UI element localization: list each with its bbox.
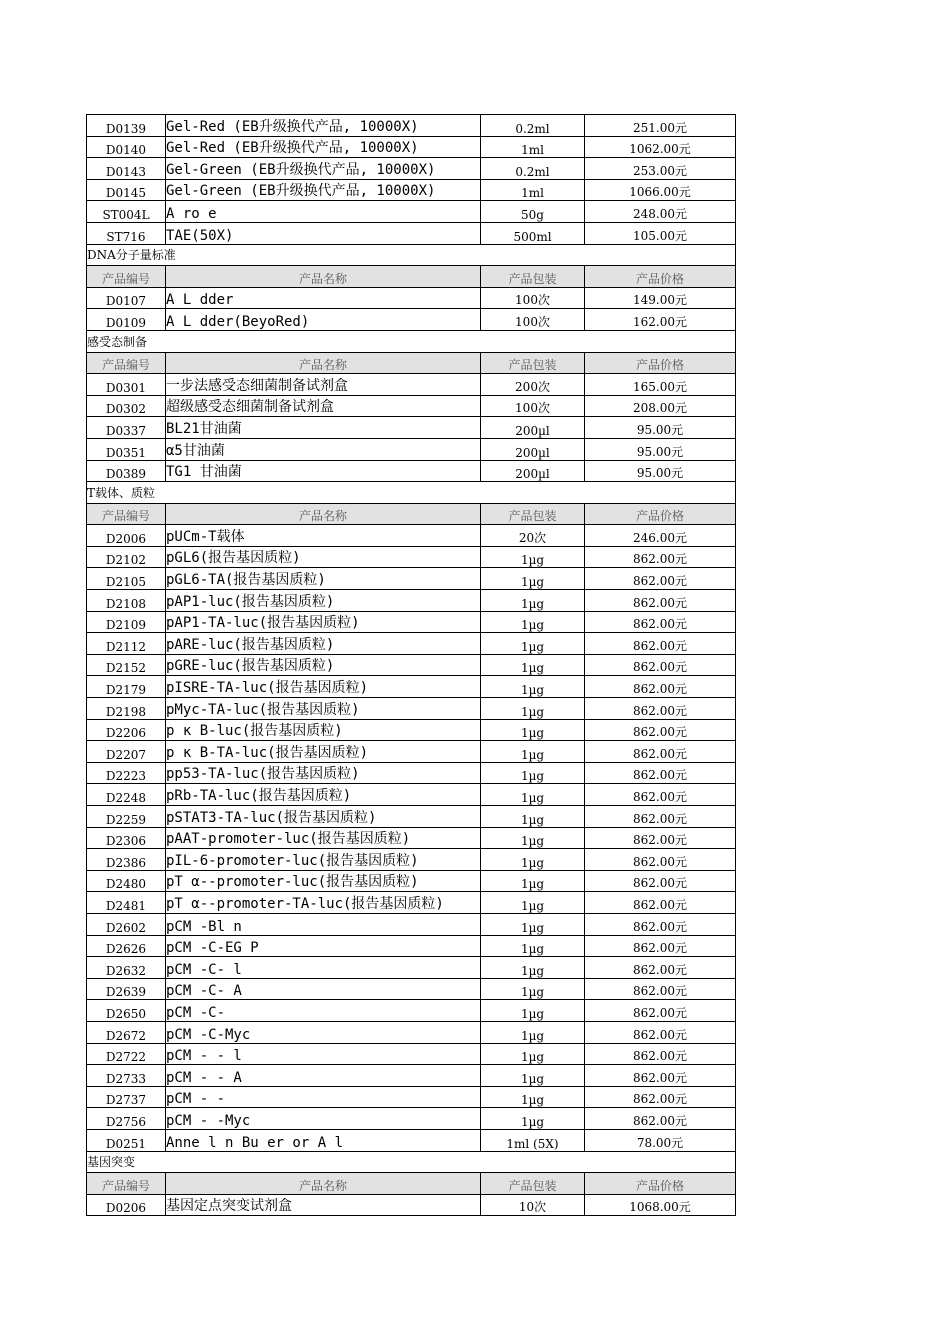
product-price-cell: 862.00元 — [585, 611, 736, 633]
product-code-cell: D0143 — [87, 158, 166, 180]
product-pack-cell: 0.2ml — [481, 158, 585, 180]
table-row — [87, 222, 736, 244]
product-price-cell: 862.00元 — [585, 1043, 736, 1065]
product-price-cell: 862.00元 — [585, 762, 736, 784]
table-row — [87, 1043, 736, 1065]
product-code-cell: D2756 — [87, 1108, 166, 1130]
section-row — [87, 1151, 736, 1173]
product-pack-cell: 1µg — [481, 849, 585, 871]
product-pack-cell: 1µg — [481, 590, 585, 612]
product-price-cell: 862.00元 — [585, 741, 736, 763]
product-price-cell: 862.00元 — [585, 978, 736, 1000]
product-name-cell: 基因定点突变试剂盒 — [166, 1194, 481, 1216]
product-price-cell: 862.00元 — [585, 633, 736, 655]
table-row — [87, 287, 736, 309]
product-code-cell: D2259 — [87, 806, 166, 828]
table-row — [87, 654, 736, 676]
product-name-cell: pp53-TA-luc(报告基因质粒) — [166, 762, 481, 784]
product-pack-cell: 1µg — [481, 741, 585, 763]
product-pack-cell: 1µg — [481, 827, 585, 849]
product-code-cell: D2386 — [87, 849, 166, 871]
product-price-cell: 95.00元 — [585, 417, 736, 439]
product-pack-cell: 1µg — [481, 870, 585, 892]
product-pack-cell: 1µg — [481, 568, 585, 590]
product-price-cell: 162.00元 — [585, 309, 736, 331]
section-row — [87, 482, 736, 504]
header-product-name: 产品名称 — [166, 266, 481, 288]
header-product-code: 产品编号 — [87, 1173, 166, 1195]
table-row — [87, 849, 736, 871]
section-row — [87, 244, 736, 266]
product-price-cell: 862.00元 — [585, 546, 736, 568]
table-row — [87, 525, 736, 547]
table-row — [87, 1065, 736, 1087]
product-code-cell: D0206 — [87, 1194, 166, 1216]
section-row — [87, 330, 736, 352]
product-pack-cell: 1µg — [481, 784, 585, 806]
product-price-cell: 862.00元 — [585, 827, 736, 849]
product-name-cell: pRb-TA-luc(报告基因质粒) — [166, 784, 481, 806]
product-price-cell: 95.00元 — [585, 460, 736, 482]
product-price-cell: 862.00元 — [585, 913, 736, 935]
product-code-cell: D0140 — [87, 136, 166, 158]
table-row — [87, 1108, 736, 1130]
product-code-cell: D0139 — [87, 115, 166, 137]
table-row — [87, 1194, 736, 1216]
product-name-cell: 一步法感受态细菌制备试剂盒 — [166, 374, 481, 396]
product-code-cell: D0107 — [87, 287, 166, 309]
product-pack-cell: 500ml — [481, 222, 585, 244]
header-product-name: 产品名称 — [166, 503, 481, 525]
section-title: 基因突变 — [87, 1151, 736, 1173]
product-name-cell: pGRE-luc(报告基因质粒) — [166, 654, 481, 676]
product-code-cell: D2306 — [87, 827, 166, 849]
column-header-row — [87, 503, 736, 525]
product-code-cell: D2207 — [87, 741, 166, 763]
product-name-cell: Gel-Red (EB升级换代产品, 10000X) — [166, 136, 481, 158]
product-code-cell: ST004L — [87, 201, 166, 223]
table-row — [87, 158, 736, 180]
product-code-cell: D2152 — [87, 654, 166, 676]
product-name-cell: pGL6(报告基因质粒) — [166, 546, 481, 568]
product-name-cell: Gel-Green (EB升级换代产品, 10000X) — [166, 158, 481, 180]
product-pack-cell: 1µg — [481, 978, 585, 1000]
product-pack-cell: 1µg — [481, 913, 585, 935]
product-price-cell: 165.00元 — [585, 374, 736, 396]
table-row — [87, 870, 736, 892]
product-name-cell: pSTAT3-TA-luc(报告基因质粒) — [166, 806, 481, 828]
product-pack-cell: 1µg — [481, 676, 585, 698]
product-code-cell: D2109 — [87, 611, 166, 633]
product-code-cell: D2639 — [87, 978, 166, 1000]
product-name-cell: pCM - - l — [166, 1043, 481, 1065]
product-name-cell: pMyc-TA-luc(报告基因质粒) — [166, 698, 481, 720]
product-price-cell: 105.00元 — [585, 222, 736, 244]
product-name-cell: pAP1-TA-luc(报告基因质粒) — [166, 611, 481, 633]
table-row — [87, 892, 736, 914]
product-name-cell: A ro e — [166, 201, 481, 223]
product-price-cell: 862.00元 — [585, 1108, 736, 1130]
product-pack-cell: 1µg — [481, 1021, 585, 1043]
product-pack-cell: 1µg — [481, 633, 585, 655]
header-product-price: 产品价格 — [585, 503, 736, 525]
product-name-cell: pT α--promoter-TA-luc(报告基因质粒) — [166, 892, 481, 914]
product-name-cell: 超级感受态细菌制备试剂盒 — [166, 395, 481, 417]
product-pack-cell: 1ml (5X) — [481, 1129, 585, 1151]
column-header-row — [87, 266, 736, 288]
product-pack-cell: 1µg — [481, 935, 585, 957]
product-code-cell: D2112 — [87, 633, 166, 655]
product-name-cell: Gel-Green (EB升级换代产品, 10000X) — [166, 179, 481, 201]
table-row — [87, 676, 736, 698]
header-product-code: 产品编号 — [87, 266, 166, 288]
table-row — [87, 913, 736, 935]
header-product-name: 产品名称 — [166, 1173, 481, 1195]
product-code-cell: D2105 — [87, 568, 166, 590]
product-pack-cell: 1µg — [481, 1000, 585, 1022]
product-price-cell: 1068.00元 — [585, 1194, 736, 1216]
table-row — [87, 762, 736, 784]
table-row — [87, 438, 736, 460]
product-name-cell: pCM -C- l — [166, 957, 481, 979]
header-product-pack: 产品包装 — [481, 266, 585, 288]
product-code-cell: D2650 — [87, 1000, 166, 1022]
table-row — [87, 1086, 736, 1108]
table-row — [87, 1000, 736, 1022]
product-name-cell: pAAT-promoter-luc(报告基因质粒) — [166, 827, 481, 849]
product-price-cell: 862.00元 — [585, 1000, 736, 1022]
product-name-cell: p κ B-luc(报告基因质粒) — [166, 719, 481, 741]
product-pack-cell: 1µg — [481, 654, 585, 676]
product-name-cell: TG1 甘油菌 — [166, 460, 481, 482]
product-price-cell: 78.00元 — [585, 1129, 736, 1151]
product-price-cell: 862.00元 — [585, 1086, 736, 1108]
table-row — [87, 633, 736, 655]
product-code-cell: D2102 — [87, 546, 166, 568]
product-pack-cell: 1ml — [481, 179, 585, 201]
product-pack-cell: 1µg — [481, 546, 585, 568]
product-pack-cell: 1ml — [481, 136, 585, 158]
table-body — [87, 115, 736, 1216]
table-row — [87, 201, 736, 223]
table-row — [87, 611, 736, 633]
product-price-cell: 862.00元 — [585, 806, 736, 828]
product-code-cell: D0337 — [87, 417, 166, 439]
product-code-cell: D2179 — [87, 676, 166, 698]
product-name-cell: pCM - - — [166, 1086, 481, 1108]
table-row — [87, 957, 736, 979]
header-product-price: 产品价格 — [585, 266, 736, 288]
product-name-cell: α5甘油菌 — [166, 438, 481, 460]
product-price-cell: 208.00元 — [585, 395, 736, 417]
product-pack-cell: 200µl — [481, 417, 585, 439]
product-code-cell: D2626 — [87, 935, 166, 957]
table-row — [87, 568, 736, 590]
product-code-cell: D0109 — [87, 309, 166, 331]
product-price-cell: 1066.00元 — [585, 179, 736, 201]
product-code-cell: D2733 — [87, 1065, 166, 1087]
table-row — [87, 136, 736, 158]
product-price-cell: 862.00元 — [585, 892, 736, 914]
product-name-cell: pCM - - A — [166, 1065, 481, 1087]
product-name-cell: p κ B-TA-luc(报告基因质粒) — [166, 741, 481, 763]
table-row — [87, 827, 736, 849]
product-pack-cell: 20次 — [481, 525, 585, 547]
product-price-cell: 248.00元 — [585, 201, 736, 223]
table-row — [87, 978, 736, 1000]
table-row — [87, 719, 736, 741]
table-row — [87, 741, 736, 763]
table-row — [87, 784, 736, 806]
product-pack-cell: 200µl — [481, 460, 585, 482]
product-name-cell: pARE-luc(报告基因质粒) — [166, 633, 481, 655]
product-price-table — [86, 114, 736, 1216]
product-pack-cell: 200次 — [481, 374, 585, 396]
product-name-cell: pAP1-luc(报告基因质粒) — [166, 590, 481, 612]
product-pack-cell: 100次 — [481, 395, 585, 417]
product-code-cell: D0301 — [87, 374, 166, 396]
product-price-cell: 95.00元 — [585, 438, 736, 460]
product-price-cell: 149.00元 — [585, 287, 736, 309]
header-product-code: 产品编号 — [87, 352, 166, 374]
header-product-pack: 产品包装 — [481, 352, 585, 374]
product-name-cell: A L dder — [166, 287, 481, 309]
product-price-cell: 862.00元 — [585, 676, 736, 698]
product-code-cell: D2206 — [87, 719, 166, 741]
product-price-cell: 862.00元 — [585, 568, 736, 590]
product-code-cell: D2672 — [87, 1021, 166, 1043]
product-price-cell: 862.00元 — [585, 654, 736, 676]
product-name-cell: A L dder(BeyoRed) — [166, 309, 481, 331]
table-row — [87, 698, 736, 720]
product-name-cell: pGL6-TA(报告基因质粒) — [166, 568, 481, 590]
product-pack-cell: 1µg — [481, 957, 585, 979]
product-price-cell: 862.00元 — [585, 849, 736, 871]
section-title: DNA分子量标准 — [87, 244, 736, 266]
product-price-cell: 862.00元 — [585, 870, 736, 892]
product-code-cell: D2198 — [87, 698, 166, 720]
product-code-cell: D2006 — [87, 525, 166, 547]
product-name-cell: pCM -C- — [166, 1000, 481, 1022]
product-price-cell: 862.00元 — [585, 590, 736, 612]
product-price-cell: 862.00元 — [585, 935, 736, 957]
table-row — [87, 590, 736, 612]
product-pack-cell: 0.2ml — [481, 115, 585, 137]
product-code-cell: ST716 — [87, 222, 166, 244]
product-name-cell: Anne l n Bu er or A l — [166, 1129, 481, 1151]
product-code-cell: D0351 — [87, 438, 166, 460]
table-row — [87, 806, 736, 828]
header-product-price: 产品价格 — [585, 1173, 736, 1195]
product-name-cell: pCM -C-EG P — [166, 935, 481, 957]
product-name-cell: pCM -C- A — [166, 978, 481, 1000]
product-pack-cell: 200µl — [481, 438, 585, 460]
product-name-cell: Gel-Red (EB升级换代产品, 10000X) — [166, 115, 481, 137]
product-pack-cell: 1µg — [481, 1065, 585, 1087]
product-price-cell: 862.00元 — [585, 957, 736, 979]
column-header-row — [87, 352, 736, 374]
product-pack-cell: 1µg — [481, 806, 585, 828]
product-code-cell: D0302 — [87, 395, 166, 417]
product-price-cell: 862.00元 — [585, 784, 736, 806]
product-name-cell: pUCm-T载体 — [166, 525, 481, 547]
table-row — [87, 460, 736, 482]
table-row — [87, 546, 736, 568]
section-title: T载体、质粒 — [87, 482, 736, 504]
product-code-cell: D0145 — [87, 179, 166, 201]
product-code-cell: D2481 — [87, 892, 166, 914]
table-row — [87, 1021, 736, 1043]
product-price-cell: 862.00元 — [585, 1021, 736, 1043]
header-product-name: 产品名称 — [166, 352, 481, 374]
table-row — [87, 417, 736, 439]
product-price-cell: 1062.00元 — [585, 136, 736, 158]
product-code-cell: D2480 — [87, 870, 166, 892]
product-price-cell: 862.00元 — [585, 698, 736, 720]
product-pack-cell: 1µg — [481, 892, 585, 914]
product-pack-cell: 1µg — [481, 1043, 585, 1065]
product-name-cell: pT α--promoter-luc(报告基因质粒) — [166, 870, 481, 892]
product-pack-cell: 10次 — [481, 1194, 585, 1216]
product-pack-cell: 1µg — [481, 762, 585, 784]
header-product-code: 产品编号 — [87, 503, 166, 525]
product-pack-cell: 1µg — [481, 1086, 585, 1108]
product-code-cell: D0251 — [87, 1129, 166, 1151]
product-pack-cell: 100次 — [481, 287, 585, 309]
product-price-cell: 862.00元 — [585, 1065, 736, 1087]
header-product-pack: 产品包装 — [481, 1173, 585, 1195]
product-price-cell: 253.00元 — [585, 158, 736, 180]
product-code-cell: D2108 — [87, 590, 166, 612]
product-code-cell: D2223 — [87, 762, 166, 784]
table-row — [87, 309, 736, 331]
table-row — [87, 935, 736, 957]
product-pack-cell: 1µg — [481, 1108, 585, 1130]
product-name-cell: pCM -C-Myc — [166, 1021, 481, 1043]
product-name-cell: pIL-6-promoter-luc(报告基因质粒) — [166, 849, 481, 871]
product-price-cell: 246.00元 — [585, 525, 736, 547]
product-pack-cell: 100次 — [481, 309, 585, 331]
product-code-cell: D2248 — [87, 784, 166, 806]
product-name-cell: BL21甘油菌 — [166, 417, 481, 439]
column-header-row — [87, 1173, 736, 1195]
table-row — [87, 374, 736, 396]
product-pack-cell: 1µg — [481, 698, 585, 720]
product-code-cell: D2602 — [87, 913, 166, 935]
product-pack-cell: 1µg — [481, 719, 585, 741]
product-price-cell: 251.00元 — [585, 115, 736, 137]
product-price-cell: 862.00元 — [585, 719, 736, 741]
table-row — [87, 179, 736, 201]
product-code-cell: D0389 — [87, 460, 166, 482]
section-title: 感受态制备 — [87, 330, 736, 352]
product-name-cell: pCM - -Myc — [166, 1108, 481, 1130]
product-name-cell: pCM -Bl n — [166, 913, 481, 935]
header-product-price: 产品价格 — [585, 352, 736, 374]
product-code-cell: D2737 — [87, 1086, 166, 1108]
product-code-cell: D2632 — [87, 957, 166, 979]
product-name-cell: pISRE-TA-luc(报告基因质粒) — [166, 676, 481, 698]
table-row — [87, 395, 736, 417]
table-row — [87, 1129, 736, 1151]
product-name-cell: TAE(50X) — [166, 222, 481, 244]
product-pack-cell: 50g — [481, 201, 585, 223]
table-row — [87, 115, 736, 137]
product-code-cell: D2722 — [87, 1043, 166, 1065]
product-pack-cell: 1µg — [481, 611, 585, 633]
header-product-pack: 产品包装 — [481, 503, 585, 525]
